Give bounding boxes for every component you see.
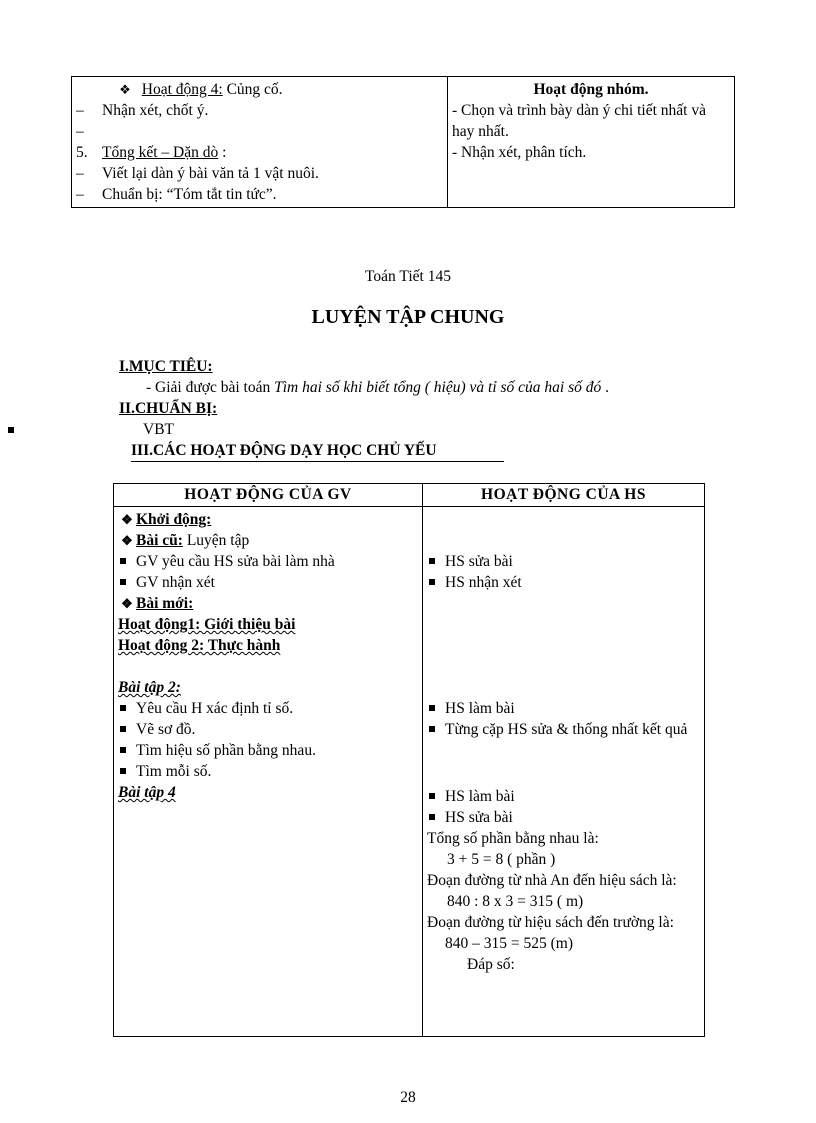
list-item bbox=[427, 807, 700, 828]
old-lesson-text: Luyện tập bbox=[182, 532, 250, 549]
old-lesson-item bbox=[118, 530, 418, 551]
objective-italic: Tìm hai số khi biết tổng ( hiệu) và tỉ số của hai số đó bbox=[274, 379, 602, 396]
activity-4-heading bbox=[76, 79, 443, 100]
spacer bbox=[427, 614, 700, 635]
preparation-heading: II.CHUẨN BỊ: bbox=[119, 400, 218, 417]
diamond-bullet-icon: ❖ bbox=[121, 533, 133, 548]
list-item bbox=[427, 572, 700, 593]
activity-2-heading: Hoạt động 2: Thực hành bbox=[118, 637, 281, 654]
old-lesson-label: Bài cũ: bbox=[136, 532, 183, 549]
list-item: – Chuẩn bị: “Tóm tắt tin tức”. bbox=[76, 186, 277, 203]
subject-line: Toán Tiết 145 bbox=[365, 268, 451, 285]
activity-4-text: Củng cố. bbox=[222, 81, 283, 98]
teaching-activities-table bbox=[113, 483, 705, 1037]
list-item-text: HS sửa bài bbox=[445, 553, 513, 570]
exercise-2-heading: Bài tập 2: bbox=[118, 679, 181, 696]
square-bullet-icon bbox=[120, 747, 126, 753]
square-bullet-icon bbox=[429, 558, 435, 564]
activities-heading: III.CÁC HOẠT ĐỘNG DẠY HỌC CHỦ YẾU bbox=[131, 442, 504, 462]
group-activity-text: - Chọn và trình bày dàn ý chi tiết nhất và hay nhất. bbox=[452, 102, 706, 140]
margin-bullet-icon bbox=[8, 427, 14, 433]
list-item-text: GV nhận xét bbox=[136, 574, 215, 591]
square-bullet-icon bbox=[429, 726, 435, 732]
list-item-text: Vẽ sơ đồ. bbox=[136, 721, 196, 738]
list-item-text: Tìm hiệu số phần bằng nhau. bbox=[136, 742, 316, 759]
diamond-bullet-icon: ❖ bbox=[121, 596, 133, 611]
spacer bbox=[427, 656, 700, 677]
spacer bbox=[118, 656, 418, 677]
exercise-4-heading: Bài tập 4 bbox=[118, 784, 176, 801]
list-item-text: Yêu cầu H xác định tỉ số. bbox=[136, 700, 294, 717]
student-activities-cell bbox=[423, 507, 705, 1037]
list-item-text: HS làm bài bbox=[445, 788, 515, 805]
square-bullet-icon bbox=[120, 579, 126, 585]
objective-prefix: - Giải được bài toán bbox=[146, 379, 275, 396]
square-bullet-icon bbox=[120, 558, 126, 564]
solution-line: 840 : 8 x 3 = 315 ( m) bbox=[447, 893, 584, 910]
square-bullet-icon bbox=[120, 726, 126, 732]
page-number: 28 bbox=[400, 1089, 416, 1106]
preparation-item: VBT bbox=[143, 421, 174, 438]
spacer bbox=[427, 593, 700, 614]
list-item bbox=[118, 740, 418, 761]
list-item-text: GV yêu cầu HS sửa bài làm nhà bbox=[136, 553, 335, 570]
list-item bbox=[118, 698, 418, 719]
header-teacher-activities: HOẠT ĐỘNG CỦA GV bbox=[114, 484, 423, 507]
solution-line: Tổng số phần bằng nhau là: bbox=[427, 830, 599, 847]
list-item bbox=[427, 786, 700, 807]
objective-text bbox=[146, 379, 609, 397]
new-lesson-item bbox=[118, 593, 418, 614]
list-item-text: HS làm bài bbox=[445, 700, 515, 717]
teacher-activities-cell bbox=[114, 507, 423, 1037]
top-activity-table bbox=[71, 76, 735, 208]
warmup-item bbox=[118, 509, 418, 530]
list-item-text: Chuẩn bị: “Tóm tắt tin tức”. bbox=[102, 186, 277, 203]
list-item-text: HS sửa bài bbox=[445, 809, 513, 826]
spacer bbox=[427, 677, 700, 698]
diamond-bullet-icon: ❖ bbox=[119, 82, 131, 97]
list-item: – Viết lại dàn ý bài văn tả 1 vật nuôi. bbox=[76, 165, 319, 182]
solution-line: Đoạn đường từ hiệu sách đến trường là: bbox=[427, 914, 674, 931]
square-bullet-icon bbox=[429, 705, 435, 711]
spacer bbox=[427, 761, 700, 782]
list-item bbox=[427, 698, 700, 719]
square-bullet-icon bbox=[120, 768, 126, 774]
top-table-right-cell bbox=[448, 77, 735, 208]
list-item-text: Tìm mỗi số. bbox=[136, 763, 212, 780]
list-item: – bbox=[76, 123, 84, 140]
group-activity-text: - Nhận xét, phân tích. bbox=[452, 144, 587, 161]
diamond-bullet-icon: ❖ bbox=[121, 512, 133, 527]
warmup-label: Khởi động: bbox=[136, 511, 212, 528]
summary-item-text: Tổng kết – Dặn dò bbox=[102, 144, 219, 161]
solution-line: 840 – 315 = 525 (m) bbox=[445, 935, 573, 952]
list-item bbox=[118, 761, 418, 782]
list-item-text: Viết lại dàn ý bài văn tả 1 vật nuôi. bbox=[102, 165, 319, 182]
lesson-title: LUYỆN TẬP CHUNG bbox=[311, 306, 505, 328]
activity-1-heading: Hoạt động1: Giới thiệu bài bbox=[118, 616, 296, 633]
list-item bbox=[118, 572, 418, 593]
spacer bbox=[427, 509, 700, 530]
list-item: – Nhận xét, chốt ý. bbox=[76, 102, 209, 119]
new-lesson-label: Bài mới: bbox=[136, 595, 194, 612]
top-table-left-cell bbox=[72, 77, 448, 208]
list-item-text: HS nhận xét bbox=[445, 574, 522, 591]
answer-label: Đáp số: bbox=[467, 956, 515, 973]
list-item bbox=[118, 551, 418, 572]
solution-line: 3 + 5 = 8 ( phần ) bbox=[447, 851, 556, 868]
solution-line: Đoạn đường từ nhà An đến hiệu sách là: bbox=[427, 872, 677, 889]
list-item-text: Nhận xét, chốt ý. bbox=[102, 102, 209, 119]
list-item bbox=[427, 551, 700, 572]
spacer bbox=[427, 635, 700, 656]
activity-4-label: Hoạt động 4: bbox=[141, 81, 223, 98]
spacer bbox=[427, 530, 700, 551]
square-bullet-icon bbox=[120, 705, 126, 711]
item-number: 5. bbox=[76, 144, 88, 161]
list-item bbox=[427, 719, 700, 740]
square-bullet-icon bbox=[429, 814, 435, 820]
objectives-heading: I.MỤC TIÊU: bbox=[119, 358, 213, 375]
group-activity-heading: Hoạt động nhóm. bbox=[533, 81, 649, 98]
square-bullet-icon bbox=[429, 579, 435, 585]
summary-item-suffix: : bbox=[218, 144, 227, 161]
list-item-text: Từng cặp HS sửa & thống nhất kết quả bbox=[445, 721, 688, 738]
summary-item bbox=[76, 142, 443, 163]
header-student-activities: HOẠT ĐỘNG CỦA HS bbox=[423, 484, 705, 507]
square-bullet-icon bbox=[429, 793, 435, 799]
list-item bbox=[118, 719, 418, 740]
objective-suffix: . bbox=[601, 379, 610, 396]
